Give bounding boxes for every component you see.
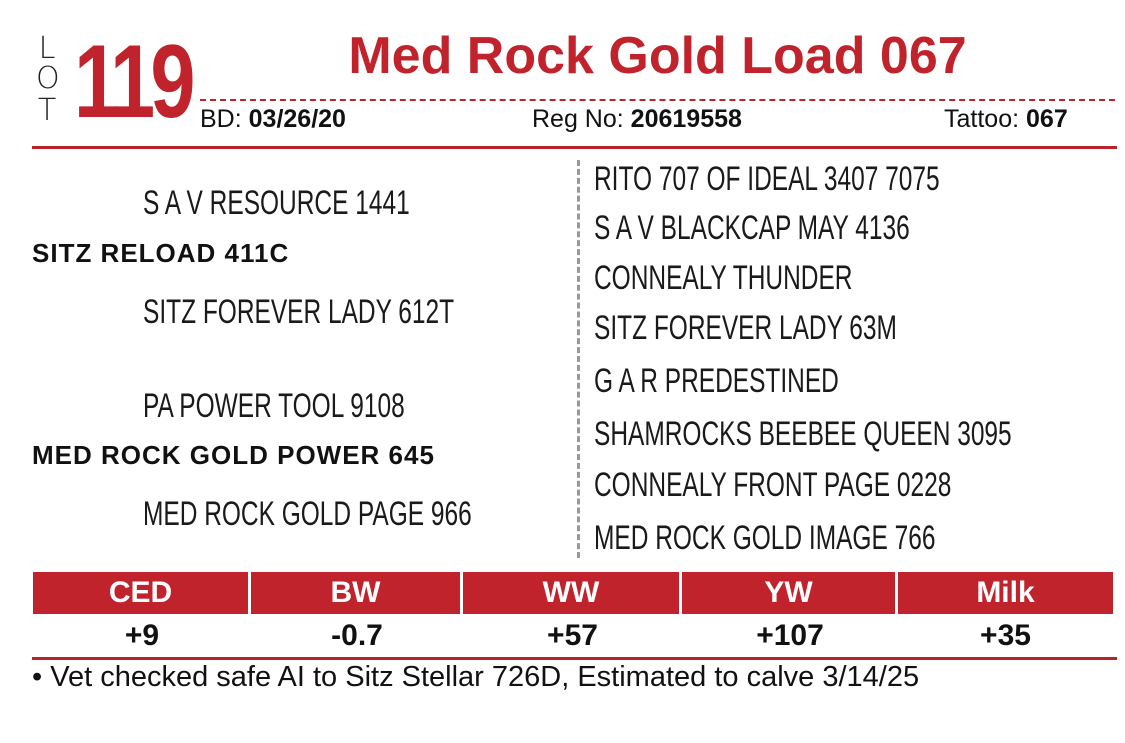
ancestor-7: CONNEALY FRONT PAGE 0228 bbox=[594, 466, 952, 504]
ancestor-2: S A V BLACKCAP MAY 4136 bbox=[594, 209, 910, 247]
ancestor-5: G A R PREDESTINED bbox=[594, 362, 839, 400]
epd-value-ww: +57 bbox=[547, 619, 598, 652]
epd-bottom-rule bbox=[32, 657, 1117, 660]
sire-sire: S A V RESOURCE 1441 bbox=[143, 184, 410, 222]
tattoo-label: Tattoo: bbox=[944, 105, 1020, 133]
ancestor-1: RITO 707 OF IDEAL 3407 7075 bbox=[594, 160, 940, 198]
epd-header-yw: YW bbox=[682, 572, 898, 614]
epd-value-row bbox=[33, 618, 1113, 654]
lot-letter-t: T bbox=[37, 93, 57, 128]
title-dashed-rule bbox=[200, 99, 1115, 101]
lot-number: 119 bbox=[74, 24, 191, 140]
epd-header-ced: CED bbox=[33, 572, 251, 614]
header-rule bbox=[32, 146, 1117, 149]
epd-header-bw: BW bbox=[251, 572, 463, 614]
epd-value-bw: -0.7 bbox=[331, 619, 383, 652]
ancestor-8: MED ROCK GOLD IMAGE 766 bbox=[594, 519, 936, 557]
epd-value-milk: +35 bbox=[980, 619, 1031, 652]
epd-header-row bbox=[33, 572, 1113, 614]
bd-value: 03/26/20 bbox=[248, 105, 346, 133]
sire: SITZ RELOAD 411C bbox=[32, 238, 290, 268]
lot-letter-l: L bbox=[38, 31, 56, 66]
tattoo bbox=[944, 107, 1068, 132]
animal-name-title: Med Rock Gold Load 067 bbox=[348, 27, 967, 85]
epd-value-ced: +9 bbox=[124, 619, 160, 652]
epd-header-ww: WW bbox=[463, 572, 682, 614]
breeding-note: • Vet checked safe AI to Sitz Stellar 726D, Estimated to calve 3/14/25 bbox=[32, 661, 920, 693]
reg-value: 20619558 bbox=[630, 105, 742, 133]
dam: MED ROCK GOLD POWER 645 bbox=[32, 440, 435, 470]
pedigree-divider bbox=[577, 160, 580, 558]
bd-label: BD: bbox=[200, 105, 242, 133]
epd-header-milk: Milk bbox=[898, 572, 1113, 614]
ancestor-6: SHAMROCKS BEEBEE QUEEN 3095 bbox=[594, 415, 1012, 453]
dam-dam: MED ROCK GOLD PAGE 966 bbox=[143, 495, 472, 533]
registration-number bbox=[532, 107, 742, 132]
sire-dam: SITZ FOREVER LADY 612T bbox=[143, 293, 455, 331]
tattoo-value: 067 bbox=[1026, 105, 1068, 133]
ancestor-3: CONNEALY THUNDER bbox=[594, 259, 853, 297]
birth-date bbox=[200, 107, 346, 132]
ancestor-4: SITZ FOREVER LADY 63M bbox=[594, 309, 897, 347]
dam-sire: PA POWER TOOL 9108 bbox=[143, 387, 405, 425]
lot-letter-o: O bbox=[36, 61, 60, 96]
epd-value-yw: +107 bbox=[756, 619, 824, 652]
reg-label: Reg No: bbox=[532, 105, 624, 133]
